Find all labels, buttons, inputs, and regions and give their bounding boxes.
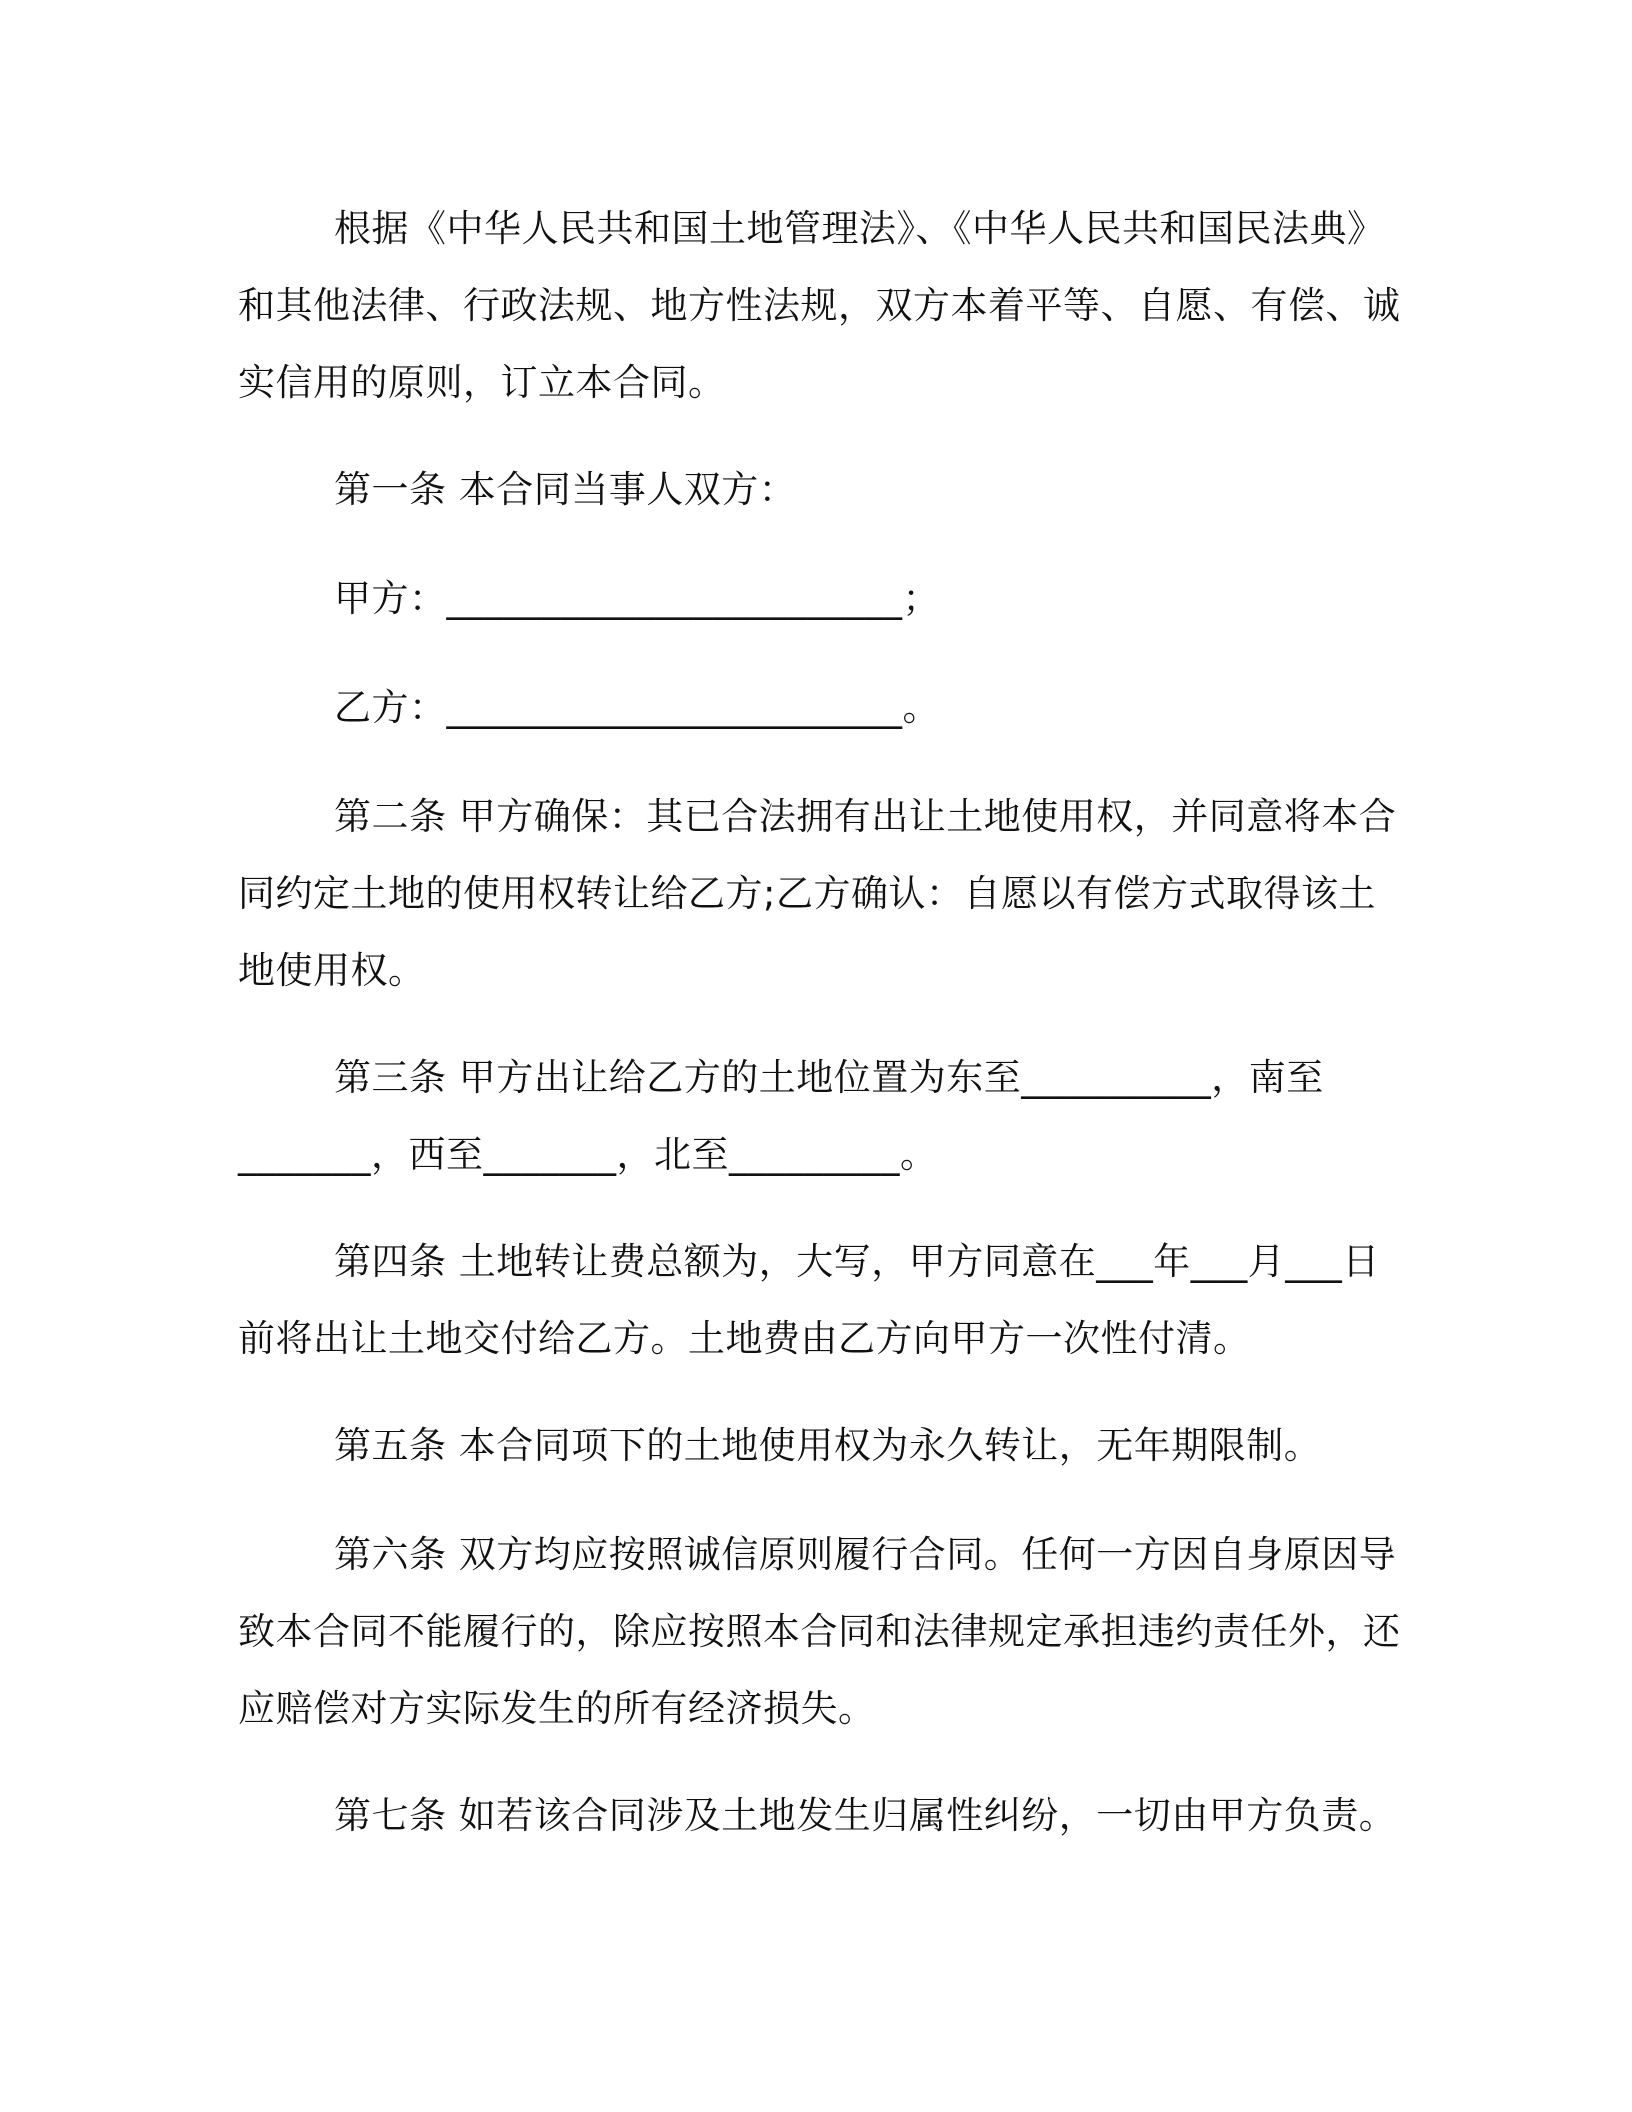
preamble-paragraph: 根据《中华人民共和国土地管理法》、《中华人民共和国民法典》和其他法律、行政法规、地方性法规，双方本着平等、自愿、有偿、诚实信用的原则，订立本合同。 bbox=[238, 207, 1401, 404]
party-b-line: 乙方：________________________。 bbox=[334, 686, 940, 729]
article-1-heading: 第一条 本合同当事人双方： bbox=[334, 468, 797, 511]
article-6-paragraph: 第六条 双方均应按照诚信原则履行合同。任何一方因自身原因导致本合同不能履行的，除应按照本合同和法律规定承担违约责任外，还应赔偿对方实际发生的所有经济损失。 bbox=[238, 1533, 1401, 1730]
document-body bbox=[238, 190, 1408, 1886]
article-4-paragraph: 第四条 土地转让费总额为，大写，甲方同意在___年___月___日前将出让土地交付给乙方。土地费由乙方向甲方一次性付清。 bbox=[238, 1240, 1380, 1360]
party-a-line: 甲方：________________________； bbox=[334, 577, 940, 620]
article-3-paragraph: 第三条 甲方出让给乙方的土地位置为东至__________，南至_______，西至_______，北至_________。 bbox=[238, 1056, 1324, 1176]
article-7-paragraph: 第七条 如若该合同涉及土地发生归属性纠纷，一切由甲方负责。 bbox=[334, 1794, 1397, 1837]
article-2-paragraph: 第二条 甲方确保：其已合法拥有出让土地使用权，并同意将本合同约定土地的使用权转让给乙方;乙方确认：自愿以有偿方式取得该土地使用权。 bbox=[238, 795, 1397, 992]
article-5-paragraph: 第五条 本合同项下的土地使用权为永久转让，无年期限制。 bbox=[334, 1424, 1322, 1467]
